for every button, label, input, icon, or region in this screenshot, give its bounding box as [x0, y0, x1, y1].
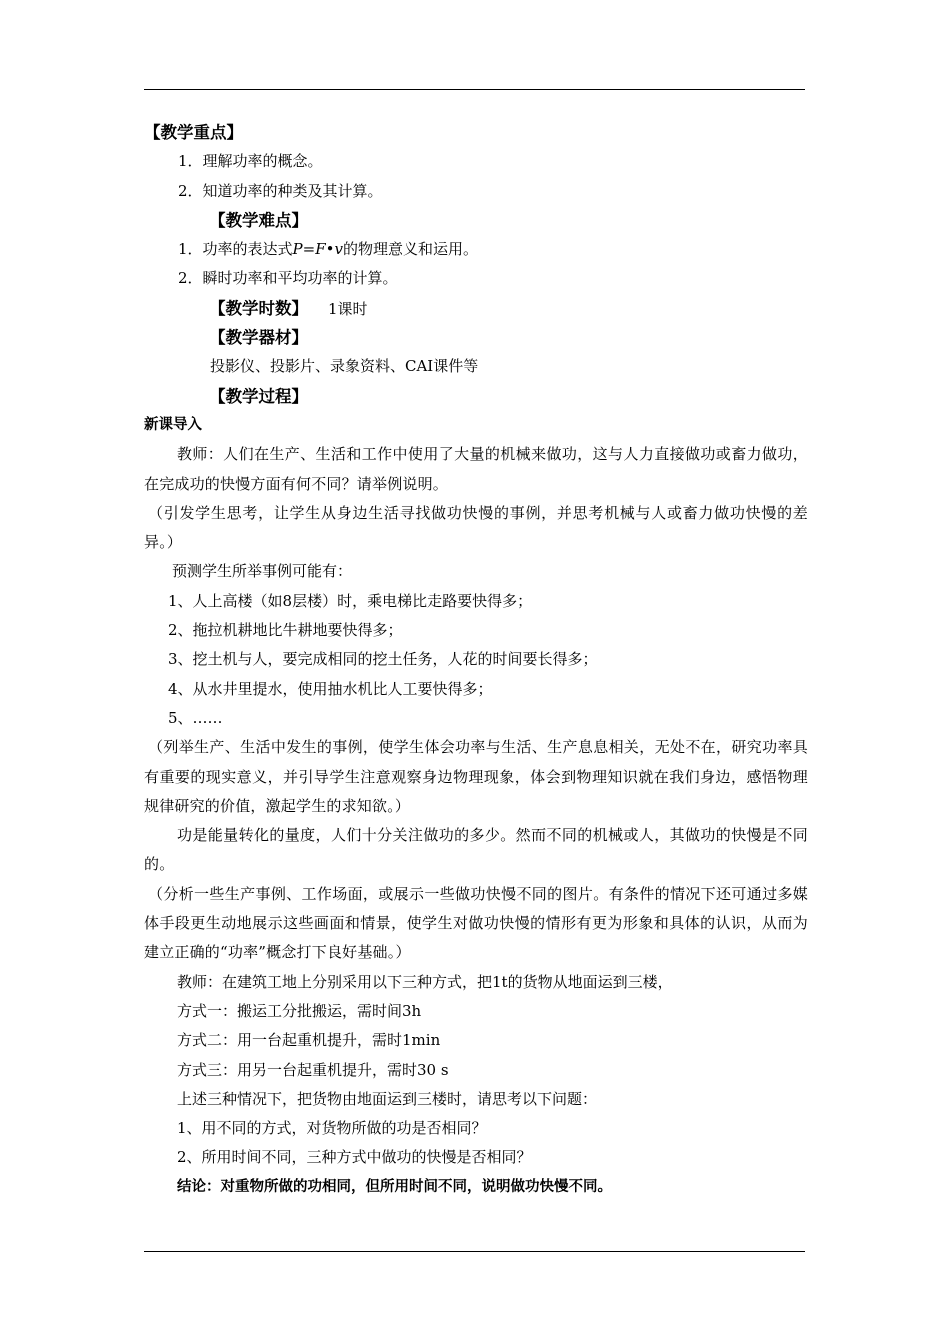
difficulty-item-1-prefix: 1．功率的表达式	[178, 240, 293, 259]
power-formula: P=F•v	[292, 240, 343, 259]
note-1: （引发学生思考，让学生从身边生活寻找做功快慢的事例，并思考机械与人或畜力做功快慢的差异。）	[144, 503, 808, 552]
hours-label: 【教学时数】	[209, 298, 308, 318]
method-item: 方式三：用另一台起重机提升，需时30 s	[177, 1060, 449, 1079]
note-2: （列举生产、生活中发生的事例，使学生体会功率与生活、生产息息相关，无处不在，研究功率具有重要的现实意义，并引导学生注意观察身边物理现象，体会到物理知识就在我们身边，感悟物理规律研究的价值，激起学生的求知欲。）	[144, 738, 808, 815]
difficulty-item-1-suffix: 的物理意义和运用。	[342, 240, 478, 259]
method-item: 方式一：搬运工分批搬运，需时间3h	[177, 1001, 422, 1020]
header-rule	[144, 89, 805, 90]
example-item: 1、人上高楼（如8层楼）时，乘电梯比走路要快得多；	[168, 591, 533, 610]
heading-teaching-focus: 【教学重点】	[144, 123, 243, 142]
difficulty-item-1	[144, 235, 808, 264]
teacher-question-2: 教师：在建筑工地上分别采用以下三种方式，把1t的货物从地面运到三楼，	[177, 972, 673, 991]
hours-value: 1课时	[328, 299, 368, 318]
method-item: 方式二：用一台起重机提升，需时1min	[177, 1031, 441, 1050]
example-item: 3、挖土机与人，要完成相同的挖土任务，人花的时间要长得多；	[168, 650, 598, 669]
heading-teaching-hours	[144, 294, 808, 323]
heading-teaching-process: 【教学过程】	[209, 386, 308, 406]
focus-item-1: 1．理解功率的概念。	[178, 152, 323, 171]
example-item: 4、从水井里提水，使用抽水机比人工要快得多；	[168, 679, 493, 698]
document-body	[144, 118, 808, 1202]
note-3: （分析一些生产事例、工作场面，或展示一些做功快慢不同的图片。有条件的情况下还可通过多媒体手段更生动地展示这些画面和情景，使学生对做功快慢的情形有更为形象和具体的认识，从而为建立正确的“功率”概念打下良好基础。）	[144, 884, 808, 962]
footer-rule	[144, 1251, 805, 1252]
conclusion: 结论：对重物所做的功相同，但所用时间不同，说明做功快慢不同。	[177, 1178, 612, 1195]
focus-item-2: 2．知道功率的种类及其计算。	[178, 181, 383, 200]
question-item: 2、所用时间不同，三种方式中做功的快慢是否相同？	[177, 1148, 532, 1167]
prediction-intro: 预测学生所举事例可能有：	[172, 562, 353, 581]
question-intro: 上述三种情况下，把货物由地面运到三楼时，请思考以下问题：	[177, 1089, 598, 1108]
equipment-list: 投影仪、投影片、录象资料、CAI课件等	[210, 357, 479, 376]
example-item: 5、……	[168, 708, 223, 727]
teacher-question-1: 教师：人们在生产、生活和工作中使用了大量的机械来做功，这与人力直接做功或畜力做功，在完成功的快慢方面有何不同？请举例说明。	[144, 445, 808, 493]
heading-teaching-difficulty: 【教学难点】	[209, 210, 308, 230]
difficulty-item-2: 2．瞬时功率和平均功率的计算。	[178, 269, 398, 288]
question-item: 1、用不同的方式，对货物所做的功是否相同？	[177, 1119, 487, 1138]
example-item: 2、拖拉机耕地比牛耕地要快得多；	[168, 621, 403, 640]
heading-teaching-equipment: 【教学器材】	[209, 328, 308, 348]
section-title-intro: 新课导入	[144, 416, 202, 433]
energy-paragraph: 功是能量转化的量度，人们十分关注做功的多少。然而不同的机械或人，其做功的快慢是不同的。	[144, 826, 808, 874]
